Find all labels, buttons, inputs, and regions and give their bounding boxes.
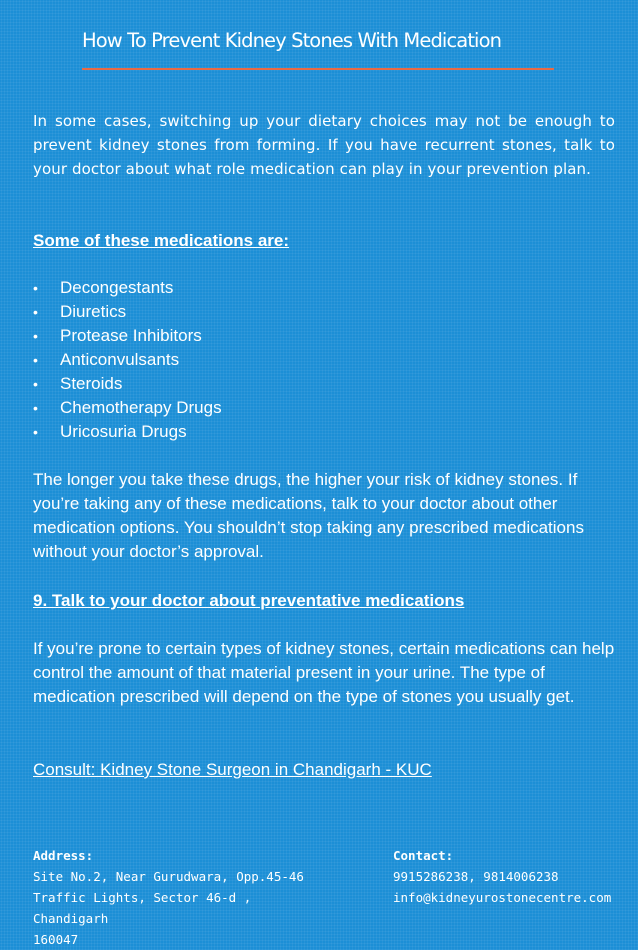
bullet-icon: •	[33, 424, 38, 440]
phone-numbers: 9915286238, 9814006238	[393, 869, 559, 884]
drug-risk-paragraph: The longer you take these drugs, the higher your risk of kidney stones. If you’re taking any of these medications, talk to your doctor about other medication options. You shouldn’t stop taking any prescribed medications without your doctor’s approval.	[33, 470, 584, 561]
address-line: Site No.2, Near Gurudwara, Opp.45-46	[33, 869, 304, 884]
list-item	[33, 396, 222, 420]
medication-label: Anticonvulsants	[60, 350, 180, 369]
section-9-heading: 9. Talk to your doctor about preventative medications	[33, 591, 465, 610]
list-item	[33, 372, 222, 396]
contact-block	[393, 845, 633, 908]
medication-label: Uricosuria Drugs	[60, 422, 187, 441]
title-underline	[82, 68, 554, 70]
consult-link[interactable]: Consult: Kidney Stone Surgeon in Chandigarh - KUC	[33, 760, 432, 779]
list-item	[33, 324, 222, 348]
bullet-icon: •	[33, 400, 38, 416]
medication-label: Diuretics	[60, 302, 127, 321]
page-title: How To Prevent Kidney Stones With Medication	[82, 29, 502, 52]
list-item	[33, 276, 222, 300]
medication-label: Decongestants	[60, 278, 174, 297]
medication-label: Protease Inhibitors	[60, 326, 202, 345]
contact-label: Contact:	[393, 848, 454, 863]
medication-label: Chemotherapy Drugs	[60, 398, 222, 417]
address-line: 160047	[33, 932, 79, 947]
bullet-icon: •	[33, 352, 38, 368]
bullet-icon: •	[33, 376, 38, 392]
list-item	[33, 420, 222, 444]
medications-list	[33, 276, 222, 444]
address-label: Address:	[33, 848, 94, 863]
address-line: Traffic Lights, Sector 46-d , Chandigarh	[33, 890, 252, 926]
medications-heading: Some of these medications are:	[33, 231, 290, 250]
email-address: info@kidneyurostonecentre.com	[393, 890, 612, 905]
medication-label: Steroids	[60, 374, 123, 393]
list-item	[33, 348, 222, 372]
address-block	[33, 845, 333, 950]
stone-type-paragraph: If you’re prone to certain types of kidney stones, certain medications can help control the amount of that material present in your urine. The type of medication prescribed will depend on the type of stones you usually get.	[33, 639, 615, 706]
list-item	[33, 300, 222, 324]
intro-paragraph: In some cases, switching up your dietary choices may not be enough to prevent kidney stones from forming. If you have recurrent stones, talk to your doctor about what role medication can play in your prevention plan.	[33, 112, 615, 178]
bullet-icon: •	[33, 328, 38, 344]
bullet-icon: •	[33, 304, 38, 320]
bullet-icon: •	[33, 280, 38, 296]
